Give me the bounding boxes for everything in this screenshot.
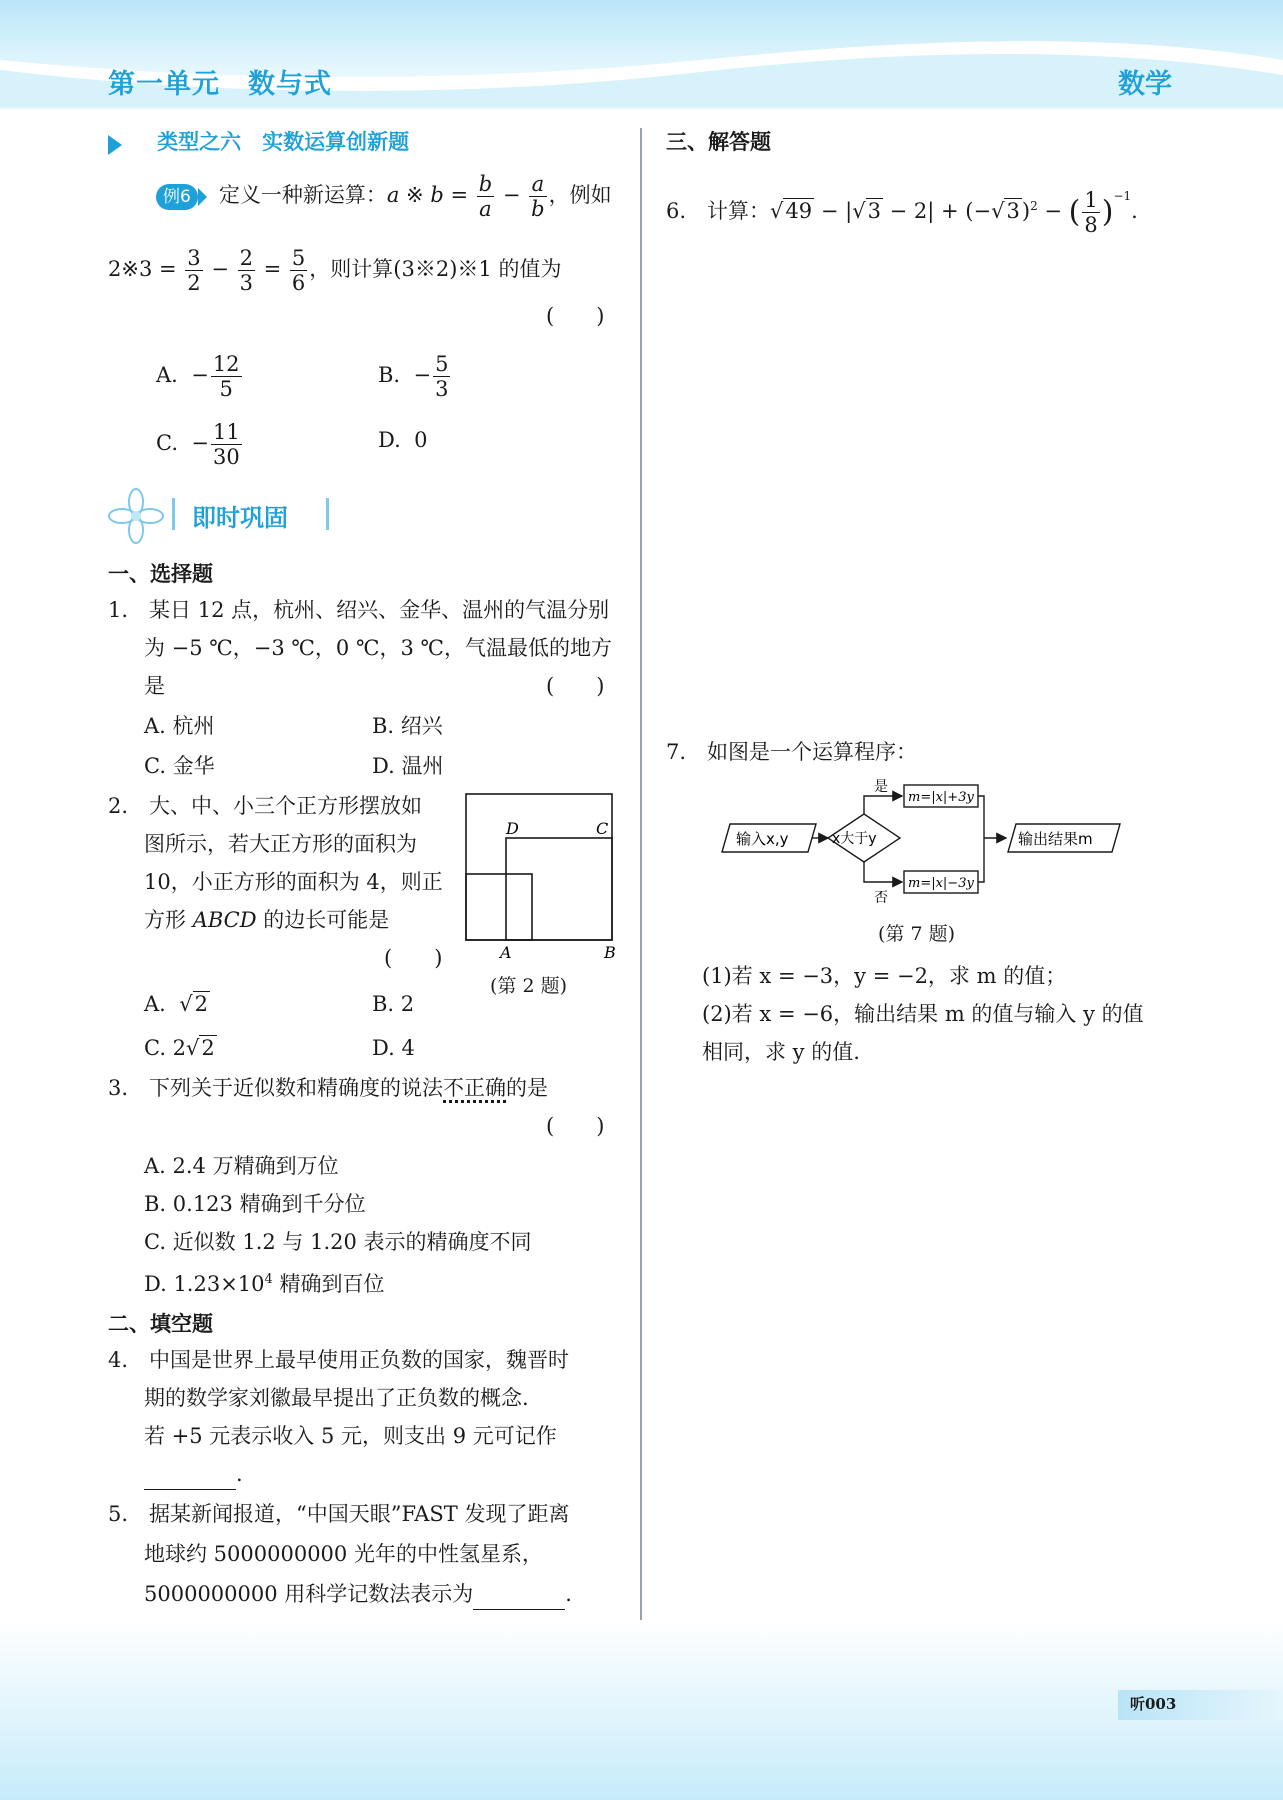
- page-number: 听003: [1130, 1695, 1177, 1713]
- answer-paren: ( ): [546, 304, 605, 328]
- section-answer: 三、解答题: [666, 130, 771, 154]
- q1-option-a: A. 杭州: [144, 714, 215, 738]
- output-label: 输出结果m: [1018, 830, 1093, 848]
- fraction: $\frac{1}{8}$: [1084, 188, 1098, 237]
- q4-line-3: 若 +5 元表示收入 5 元，则支出 9 元可记作: [144, 1424, 557, 1448]
- example-badge: 例6: [156, 184, 198, 210]
- fraction: $\frac{5}{6}$: [291, 246, 306, 295]
- q4-line-2: 期的数学家刘徽最早提出了正负数的概念.: [144, 1386, 529, 1410]
- q7-sub-2-line-1: (2)若 x = −6，输出结果 m 的值与输入 y 的值: [702, 1002, 1144, 1026]
- q5-line-2: 地球约 5000000000 光年的中性氢星系，: [144, 1542, 543, 1566]
- q1-option-b: B. 绍兴: [372, 714, 443, 738]
- answer-blank[interactable]: [144, 1465, 236, 1490]
- yes-formula: m=|x|+3y: [908, 790, 974, 805]
- answer-blank[interactable]: [473, 1585, 565, 1610]
- example-line-2: 2※3 = $\frac{3}{2}$ − $\frac{2}{3}$ = $\frac{5}{6}$ ，则计算(3※2)※1 的值为: [108, 246, 562, 295]
- fraction: $\frac{3}{2}$: [187, 246, 201, 295]
- q2-line-3: 10，小正方形的面积为 4，则正: [144, 870, 443, 894]
- q7-flowchart: [716, 776, 1136, 906]
- q1-line-3: 是: [144, 674, 165, 698]
- example-option-c: C. − $\frac{11}{30}$: [156, 420, 240, 469]
- q2-paren: ( ): [384, 946, 443, 970]
- example-option-b: B. − $\frac{5}{3}$: [378, 352, 449, 401]
- decision-label: x大于y: [832, 831, 877, 847]
- label-c: C: [596, 819, 609, 838]
- q7-caption: (第 7 题): [878, 923, 955, 945]
- q7-sub-1: (1)若 x = −3，y = −2，求 m 的值；: [702, 964, 1067, 988]
- q3-option-d: D. $1.23\times 10^4$ 精确到百位: [144, 1272, 385, 1296]
- q5-line-3: 5000000000 用科学记数法表示为 .: [144, 1578, 572, 1610]
- column-divider: [640, 128, 642, 1620]
- type-heading-row: [108, 126, 409, 156]
- q3-option-a: A. 2.4 万精确到万位: [144, 1154, 339, 1178]
- q2-line-1: 2. 大、中、小三个正方形摆放如: [108, 794, 423, 818]
- flower-icon: [108, 488, 164, 544]
- fraction: $\frac{2}{3}$: [239, 246, 253, 295]
- q7-sub-2-line-2: 相同，求 y 的值.: [702, 1040, 860, 1064]
- q1-paren: ( ): [546, 674, 605, 698]
- fraction: $\frac{11}{30}$: [212, 420, 240, 469]
- q3-option-c: C. 近似数 1.2 与 1.20 表示的精确度不同: [144, 1230, 532, 1254]
- q4-line-4: .: [144, 1458, 243, 1490]
- emphasis-text: 不正确: [443, 1076, 506, 1103]
- q3-option-b: B. 0.123 精确到千分位: [144, 1192, 366, 1216]
- section-choice: 一、选择题: [108, 562, 213, 586]
- input-label: 输入x,y: [736, 830, 789, 848]
- subject-title: 数学: [1118, 69, 1172, 100]
- no-label: 否: [874, 890, 888, 906]
- example-option-a: A. − $\frac{12}{5}$: [156, 352, 240, 401]
- q5-line-1: 5. 据某新闻报道，“中国天眼”FAST 发现了距离: [108, 1502, 570, 1526]
- fraction: $\frac{b}{a}$: [478, 172, 493, 221]
- q2-squares-figure: [460, 786, 620, 962]
- consolidate-title: 即时巩固: [192, 504, 288, 532]
- q2-option-c: C. 2√2: [144, 1036, 215, 1060]
- q3-line-1: 3. 下列关于近似数和精确度的说法不正确的是: [108, 1072, 548, 1104]
- q2-option-d: D. 4: [372, 1036, 415, 1060]
- yes-label: 是: [874, 779, 888, 795]
- q2-option-b: B. 2: [372, 992, 415, 1016]
- label-b: B: [604, 943, 616, 962]
- q1-option-c: C. 金华: [144, 754, 215, 778]
- triangle-bullet-icon: [108, 135, 122, 155]
- fraction: $\frac{12}{5}$: [212, 352, 240, 401]
- badge-arrow-icon: [198, 188, 207, 206]
- example-line-1: 例6 定义一种新运算：a ※ b = $\frac{b}{a}$ − $\frac{a}{b}$ ，例如: [156, 172, 612, 221]
- q6-expression: 6. 计算：$√49 - |√3 - 2| + (-√3)^2$ − ( $\frac{1}{8}$ )$^{-1}$.: [666, 188, 1138, 237]
- q1-option-d: D. 温州: [372, 754, 444, 778]
- q3-paren: ( ): [546, 1114, 605, 1138]
- title-bar-left: [172, 498, 175, 530]
- q2-line-4: 方形 ABCD 的边长可能是: [144, 908, 390, 932]
- q4-line-1: 4. 中国是世界上最早使用正负数的国家，魏晋时: [108, 1348, 570, 1372]
- q1-line-2: 为 −5 ℃，−3 ℃，0 ℃，3 ℃，气温最低的地方: [144, 636, 612, 660]
- q1-line-1: 1. 某日 12 点，杭州、绍兴、金华、温州的气温分别: [108, 598, 610, 622]
- fraction: $\frac{5}{3}$: [435, 352, 449, 401]
- q2-line-2: 图所示，若大正方形的面积为: [144, 832, 417, 856]
- label-a: A: [500, 943, 512, 962]
- section-fill: 二、填空题: [108, 1312, 213, 1336]
- type-heading: 类型之六 实数运算创新题: [157, 130, 410, 154]
- footer-background: [0, 1620, 1283, 1800]
- q2-option-a: A. √2: [144, 992, 208, 1016]
- example-option-d: D. 0: [378, 428, 428, 452]
- label-d: D: [506, 819, 519, 838]
- title-bar-right: [326, 498, 329, 530]
- q2-caption: (第 2 题): [490, 975, 567, 997]
- no-formula: m=|x|−3y: [908, 876, 974, 891]
- fraction: $\frac{a}{b}$: [531, 172, 545, 221]
- unit-title: 第一单元 数与式: [108, 69, 332, 100]
- q7-intro: 7. 如图是一个运算程序：: [666, 740, 918, 764]
